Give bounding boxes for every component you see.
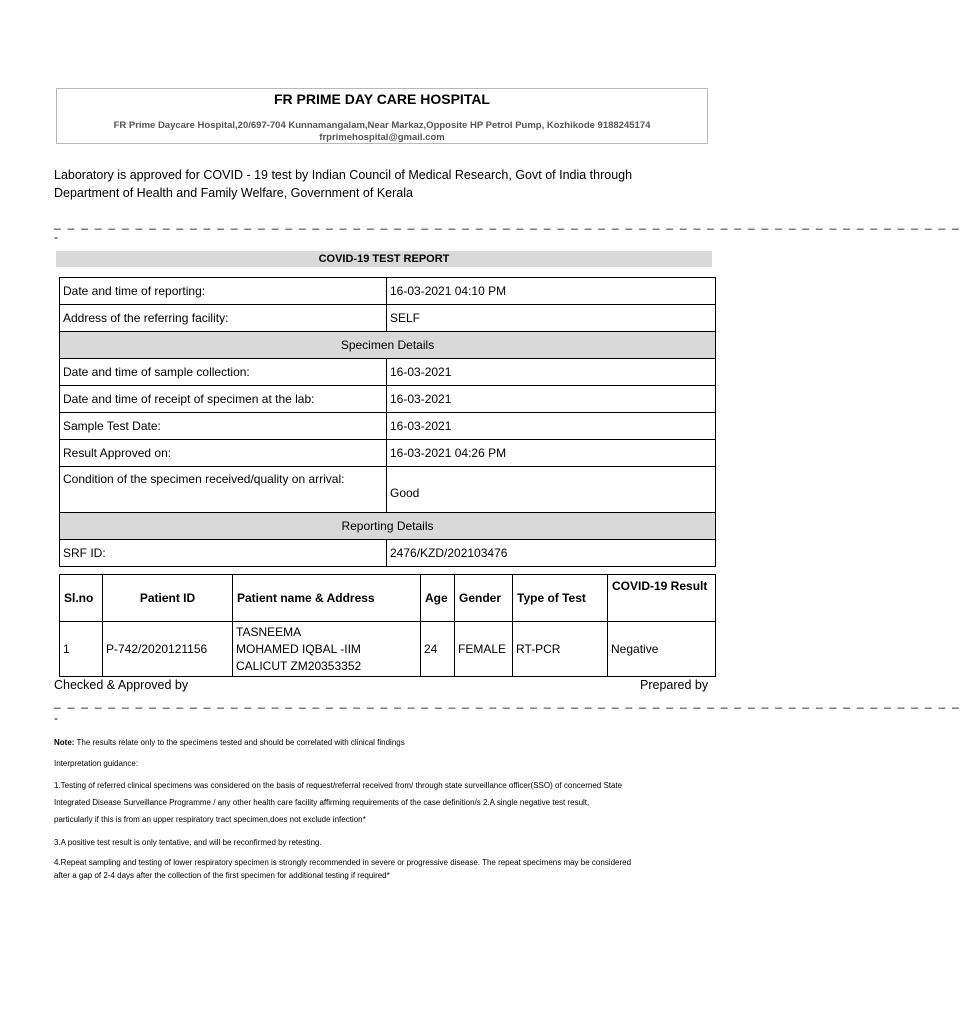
table-header-row: [60, 575, 716, 622]
col-header-test-type: Type of Test: [513, 575, 608, 622]
reporting-time-value: 16-03-2021 04:10 PM: [387, 278, 716, 305]
separator-tail: -: [54, 711, 58, 725]
prepared-by: Prepared by: [640, 678, 709, 692]
approval-line-1: Laboratory is approved for COVID - 19 test by Indian Council of Medical Research, Govt of India through: [54, 168, 633, 182]
srf-id-label: SRF ID:: [60, 540, 387, 567]
table-row: [60, 540, 716, 567]
separator-dashes: _ _ _ _ _ _ _ _ _ _ _ _ _ _ _ _ _ _ _ _ _ _ _ _ _ _ _ _ _ _ _ _ _ _ _ _ _ _ _ _ _ _ _ _ _ _ _ _ _ _ _ _ _ _ _ _ _ _ _ _ _ _ _ _ _ _ _: [54, 216, 961, 230]
reporting-time-label: Date and time of reporting:: [60, 278, 387, 305]
cell-slno: 1: [60, 622, 103, 677]
guidance-point-3: 3.A positive test result is only tentative, and will be reconfirmed by retesting.: [54, 838, 322, 847]
table-row: [60, 440, 716, 467]
patient-name: TASNEEMA: [236, 624, 302, 639]
col-header-name-address: Patient name & Address: [233, 575, 421, 622]
table-row: [60, 305, 716, 332]
guidance-text: after a gap of 2-4 days after the collection of the first specimen for additional testing if required*: [54, 871, 390, 880]
hospital-header: [56, 88, 708, 144]
receipt-time-label: Date and time of receipt of specimen at the lab:: [60, 386, 387, 413]
reporting-details-heading: Reporting Details: [60, 513, 716, 540]
guidance-text: Integrated Disease Surveillance Programme / any other health care facility affirming requirements of the case definition/s 2.A single negative test result,: [54, 798, 590, 807]
table-row: [60, 278, 716, 305]
table-row: [60, 332, 716, 359]
checked-approved-by: Checked & Approved by: [54, 678, 189, 692]
collection-time-value: 16-03-2021: [387, 359, 716, 386]
hospital-email: frprimehospital@gmail.com: [319, 132, 445, 143]
patient-results-table: [59, 574, 716, 677]
specimen-condition-value: Good: [387, 467, 716, 513]
table-row: [60, 386, 716, 413]
test-date-label: Sample Test Date:: [60, 413, 387, 440]
table-row: [60, 467, 716, 513]
guidance-point-4: [54, 856, 714, 882]
cell-age: 24: [421, 622, 455, 677]
note-label: Note:: [54, 738, 75, 747]
cell-patient-id: P-742/2020121156: [103, 622, 233, 677]
cell-gender: FEMALE: [455, 622, 513, 677]
report-title: COVID-19 TEST REPORT: [56, 251, 712, 267]
approved-on-value: 16-03-2021 04:26 PM: [387, 440, 716, 467]
col-header-result: COVID-19 Result: [608, 575, 716, 622]
lab-approval-text: [54, 166, 694, 202]
hospital-address: [57, 120, 707, 144]
report-details-table: [59, 277, 716, 567]
guidance-text: particularly if this is from an upper respiratory tract specimen,does not exclude infection*: [54, 815, 366, 824]
interpretation-guidance-heading: Interpretation guidance:: [54, 759, 139, 768]
table-row: [60, 622, 716, 677]
hospital-name: FR PRIME DAY CARE HOSPITAL: [274, 91, 490, 107]
note-line: [54, 734, 714, 751]
collection-time-label: Date and time of sample collection:: [60, 359, 387, 386]
col-header-slno: Sl.no: [60, 575, 103, 622]
hospital-address-line: FR Prime Daycare Hospital,20/697-704 Kunnamangalam,Near Markaz,Opposite HP Petrol Pump, Kozhikode 9188245174: [113, 120, 651, 131]
col-header-patient-id: Patient ID: [103, 575, 233, 622]
note-text: The results relate only to the specimens tested and should be correlated with clinical findings: [74, 738, 405, 747]
col-header-age: Age: [421, 575, 455, 622]
guidance-point-1: [54, 777, 714, 828]
approval-line-2: Department of Health and Family Welfare, Government of Kerala: [54, 186, 413, 200]
test-date-value: 16-03-2021: [387, 413, 716, 440]
guidance-text: 1.Testing of referred clinical specimens was considered on the basis of request/referral received from/ through state surveillance officer(SSO) of concerned State: [54, 781, 623, 790]
guidance-text: 4.Repeat sampling and testing of lower respiratory specimen is strongly recommended in severe or progressive disease. The repeat specimens may be considered: [54, 858, 632, 867]
specimen-details-heading: Specimen Details: [60, 332, 716, 359]
table-row: [60, 359, 716, 386]
receipt-time-value: 16-03-2021: [387, 386, 716, 413]
cell-test-type: RT-PCR: [513, 622, 608, 677]
specimen-condition-label: Condition of the specimen received/quality on arrival:: [60, 467, 387, 513]
srf-id-value: 2476/KZD/202103476: [387, 540, 716, 567]
separator-dashes: _ _ _ _ _ _ _ _ _ _ _ _ _ _ _ _ _ _ _ _ _ _ _ _ _ _ _ _ _ _ _ _ _ _ _ _ _ _ _ _ _ _ _ _ _ _ _ _ _ _ _ _ _ _ _ _ _ _ _ _ _ _ _ _ _ _ _: [54, 695, 961, 709]
patient-address-line: MOHAMED IQBAL -IIM: [236, 641, 361, 656]
separator-tail: -: [54, 230, 58, 244]
patient-address-line: CALICUT ZM20353352: [236, 658, 362, 673]
approved-on-label: Result Approved on:: [60, 440, 387, 467]
table-row: [60, 513, 716, 540]
referring-facility-label: Address of the referring facility:: [60, 305, 387, 332]
col-header-gender: Gender: [455, 575, 513, 622]
table-row: [60, 413, 716, 440]
cell-name-address: [233, 622, 421, 677]
cell-result: Negative: [608, 622, 716, 677]
referring-facility-value: SELF: [387, 305, 716, 332]
